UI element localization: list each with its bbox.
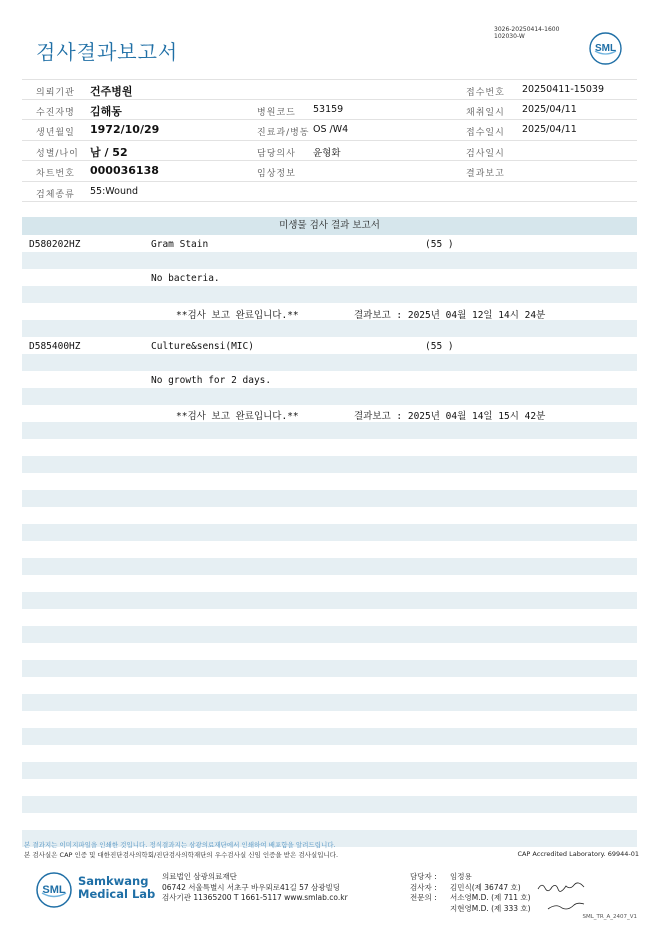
grid-stripe: [22, 626, 637, 643]
sml-brand-logo-icon: [36, 872, 72, 908]
grid-stripe: [22, 456, 637, 473]
grid-stripe: [22, 643, 637, 660]
grid-stripe: [22, 660, 637, 677]
grid-stripe: [22, 337, 637, 354]
doctor-label: 담당의사: [257, 148, 296, 159]
patient-label: 수진자명: [36, 107, 75, 118]
accreditation-notice: 본 검사실은 CAP 인증 및 대한진단검사의학회/진단검사의학재단의 우수검사실 신임 인증을 받은 검사실입니다.: [24, 851, 339, 859]
grid-stripe: [22, 320, 637, 337]
result-complete: **검사 보고 완료입니다.**: [176, 411, 299, 422]
grid-stripe: [22, 575, 637, 592]
brand-line1: Samkwang: [78, 874, 149, 888]
specimen-value: 55:Wound: [90, 185, 139, 197]
page-title: 검사결과보고서: [36, 40, 179, 64]
patient-info-table: [22, 79, 637, 202]
grid-stripe: [22, 796, 637, 813]
result-specimen-no: (55 ): [425, 239, 454, 250]
result-finding: No bacteria.: [151, 273, 220, 284]
staff-role: 검사자 :: [410, 882, 437, 892]
result-report-time: 결과보고 : 2025년 04월 14일 15시 42분: [354, 411, 546, 422]
lab-info: [162, 872, 348, 904]
staff-row: [410, 883, 531, 894]
brand-logo-text: SML: [42, 884, 66, 896]
collect-date-label: 채취일시: [466, 107, 505, 118]
document-id-line1: 3026-20250414-1600: [494, 26, 560, 33]
print-notice: 본 결과지는 이미지파일을 인쇄한 것입니다. 정식결과지는 삼광의료재단에서 인쇄하여 배포함을 알려드립니다.: [24, 841, 336, 849]
grid-stripe: [22, 252, 637, 269]
patient-value: 김해동: [90, 104, 122, 118]
info-row: [22, 182, 637, 203]
brand-name: [78, 875, 155, 901]
grid-stripe: [22, 473, 637, 490]
hospital-code-label: 병원코드: [257, 107, 296, 118]
clinical-label: 임상정보: [257, 169, 296, 179]
grid-stripe: [22, 388, 637, 405]
grid-stripe: [22, 524, 637, 541]
collect-date-value: 2025/04/11: [522, 103, 577, 115]
grid-stripe: [22, 592, 637, 609]
document-id: [494, 26, 559, 40]
result-name: Culture&sensi(MIC): [151, 341, 254, 352]
dept-value: OS /W4: [313, 124, 349, 135]
grid-stripe: [22, 371, 637, 388]
info-row: [22, 120, 637, 141]
form-code: SML_TR_A_2407_V1: [582, 914, 637, 920]
logo-text: SML: [594, 43, 617, 54]
result-code: D585400HZ: [29, 341, 81, 352]
staff-row: [410, 893, 531, 904]
grid-stripe: [22, 286, 637, 303]
sex-age-value: 남 / 52: [90, 145, 128, 159]
staff-row: [410, 904, 531, 915]
staff-name: 임정용: [450, 872, 472, 881]
sex-age-label: 성별/나이: [36, 148, 79, 159]
result-code: D580202HZ: [29, 239, 81, 250]
staff-name: 김민식(제 36747 호): [450, 882, 521, 892]
grid-stripe: [22, 694, 637, 711]
requester-value: 건주병원: [90, 85, 133, 98]
grid-stripe: [22, 439, 637, 456]
chart-no-value: 000036138: [90, 164, 159, 177]
grid-stripe: [22, 745, 637, 762]
specimen-label: 검체종류: [36, 189, 75, 200]
sml-logo-icon: [589, 32, 622, 65]
result-finding: No growth for 2 days.: [151, 375, 272, 386]
grid-stripe: [22, 711, 637, 728]
receipt-date-label: 접수일시: [466, 128, 505, 138]
doctor-value: 윤형화: [313, 147, 341, 159]
signature-icon: [546, 899, 586, 913]
brand-line2: Medical Lab: [78, 887, 156, 901]
lab-address: 06742 서울특별시 서초구 바우뫼로41길 57 삼광빌딩: [162, 882, 341, 892]
result-grid: [22, 235, 637, 847]
grid-stripe: [22, 609, 637, 626]
cap-accreditation: CAP Accredited Laboratory. 69944-01: [517, 850, 639, 858]
dept-label: 진료과/병동: [257, 128, 310, 138]
staff-role: 담당자 :: [410, 872, 437, 881]
staff-name: 서소영M.D. (제 711 호): [450, 893, 531, 902]
hospital-code-value: 53159: [313, 103, 344, 115]
grid-stripe: [22, 728, 637, 745]
chart-label: 차트번호: [36, 169, 75, 179]
result-specimen-no: (55 ): [425, 341, 454, 352]
lab-name: 의료법인 삼광의료재단: [162, 872, 237, 881]
grid-stripe: [22, 269, 637, 286]
lab-contact: 검사기관 11365200 T 1661-5117 www.smlab.co.kr: [162, 893, 348, 902]
grid-stripe: [22, 558, 637, 575]
grid-stripe: [22, 541, 637, 558]
grid-stripe: [22, 813, 637, 830]
signature-icon: [536, 880, 586, 894]
info-row: [22, 161, 637, 182]
info-row: [22, 79, 637, 100]
grid-stripe: [22, 779, 637, 796]
result-complete: **검사 보고 완료입니다.**: [176, 310, 299, 321]
grid-stripe: [22, 354, 637, 371]
receipt-no-value: 20250411-15039: [522, 84, 605, 95]
birth-label: 생년월일: [36, 128, 75, 138]
result-report-label: 결과보고: [466, 169, 505, 179]
result-name: Gram Stain: [151, 239, 209, 250]
test-date-label: 검사일시: [466, 148, 505, 159]
staff-name: 지현영M.D. (제 333 호): [450, 903, 531, 913]
section-title: 미생물 검사 결과 보고서: [22, 217, 637, 235]
staff-list: [410, 872, 531, 914]
info-row: [22, 141, 637, 162]
document-id-line2: 102030-W: [494, 33, 525, 40]
grid-stripe: [22, 422, 637, 439]
staff-row: [410, 872, 531, 883]
grid-stripe: [22, 490, 637, 507]
grid-stripe: [22, 507, 637, 524]
receipt-no-label: 접수번호: [466, 88, 505, 98]
grid-stripe: [22, 677, 637, 694]
result-report-time: 결과보고 : 2025년 04월 12일 14시 24분: [354, 310, 546, 321]
birth-value: 1972/10/29: [90, 123, 160, 136]
receipt-date-value: 2025/04/11: [522, 124, 577, 135]
info-row: [22, 100, 637, 121]
requester-label: 의뢰기관: [36, 88, 75, 98]
grid-stripe: [22, 762, 637, 779]
staff-role: 전문의 :: [410, 893, 437, 902]
grid-stripe: [22, 235, 637, 252]
